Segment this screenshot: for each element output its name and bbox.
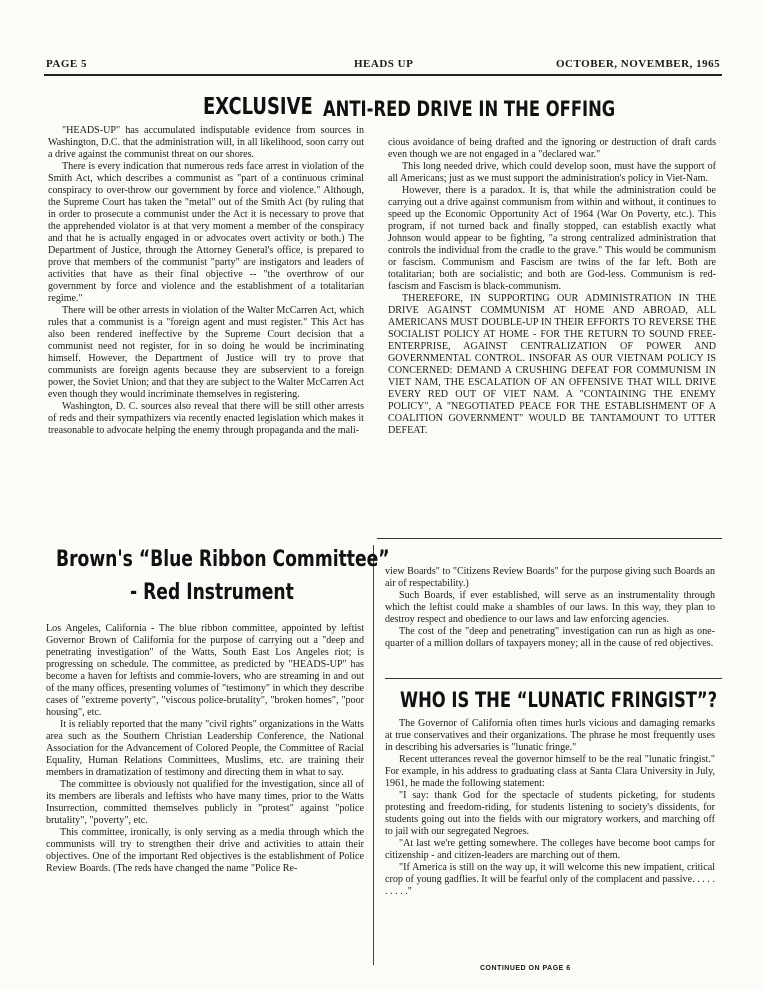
paragraph: Washington, D. C. sources also reveal that there will be still other arrests of reds and their sympathizers via recently enacted legislation which makes it treasonable to advocate helping the enemy through propaganda and the mali- bbox=[48, 401, 364, 437]
continued-notice: CONTINUED ON PAGE 6 bbox=[480, 965, 571, 972]
paragraph: "At last we're getting somewhere. The colleges have become boot camps for citizenship - and citizen-leaders are marching out of them. bbox=[385, 838, 715, 862]
column-divider bbox=[373, 545, 374, 965]
paragraph: This long needed drive, which could develop soon, must have the support of all Americans; just as we must support the administration's policy in Viet-Nam. bbox=[388, 161, 716, 185]
paragraph: There will be other arrests in violation of the Walter McCarren Act, which rules that a communist is a "foreign agent and must register." This Act has also been rendered ineffective by the Supreme Court decision that a communist need not register, for in so doing he would be incriminating himself. However, the Department of Justice will try to prove that communists are foreign agents because they are subservient to a foreign power, the Soviet Union; and that they are subject to the Walter McCarren Act even though they would incriminate themselves in registering. bbox=[48, 305, 364, 401]
paragraph: It is reliably reported that the many "civil rights" organizations in the Watts area such as the Southern Christian Leadership Conference, the National Association for the Advancement of Colored People, the Committee of Racial Equality, Human Relations Committees, Muslims, etc. are training their members in dramatization of testimony and directing them in what to say. bbox=[46, 719, 364, 779]
story3-column bbox=[385, 718, 715, 898]
story1-left-column bbox=[48, 125, 364, 437]
publication-name: HEADS UP bbox=[354, 58, 414, 70]
paragraph: This committee, ironically, is only serving as a media through which the communists will try to strengthen their drive and activities to attain their objectives. One of the important Red objectives is the establishment of Police Review Boards. (The reds have changed the name "Police Re- bbox=[46, 827, 364, 875]
paragraph: Recent utterances reveal the governor himself to be the real "lunatic fringist." For example, in his address to graduating class at Santa Clara University in July, 1961, he made the following statement: bbox=[385, 754, 715, 790]
section-divider bbox=[385, 678, 722, 679]
paragraph: cious avoidance of being drafted and the ignoring or destruction of draft cards even though we are not engaged in a "declared war." bbox=[388, 137, 716, 161]
story2-right-column bbox=[385, 566, 715, 650]
paragraph: view Boards" to "Citizens Review Boards" for the purpose giving such Boards an air of respectability.) bbox=[385, 566, 715, 590]
story1-headline-exclusive: EXCLUSIVE bbox=[203, 94, 313, 120]
paragraph: Such Boards, if ever established, will serve as an instrumentality through which the leftist could make a shambles of our laws. In this way, they plan to destroy respect and obedience to our laws and law enforcing agencies. bbox=[385, 590, 715, 626]
paragraph: Los Angeles, California - The blue ribbon committee, appointed by leftist Governor Brown of California for the purpose of carrying out a "deep and penetrating investigation" of the Watts, South East Los Angeles riot; is progressing on schedule. The committee, as predicted by "HEADS-UP" has become a haven for leftists and commie-lovers, who are streaming in and out of the many offices, presenting volumes of "testimony" in which they describe cases of "extreme poverty", "viscous police-brutality", "broken homes", "poor housing", etc. bbox=[46, 623, 364, 719]
page-number: PAGE 5 bbox=[46, 58, 87, 70]
paragraph: "I say: thank God for the spectacle of students picketing, for students protesting and freedom-riding, for students listening to society's dissidents, for students going out into the fields with our migratory workers, and marching off to jail with our segregated Negroes. bbox=[385, 790, 715, 838]
paragraph: The Governor of California often times hurls vicious and damaging remarks at true conservatives and their organizations. The phrase he most frequently uses in describing his adversaries is "lunatic fringe." bbox=[385, 718, 715, 754]
story2-left-column bbox=[46, 623, 364, 875]
story1-right-column bbox=[388, 137, 716, 437]
paragraph-caps: THEREFORE, IN SUPPORTING OUR ADMINISTRATION IN THE DRIVE AGAINST COMMUNISM AT HOME AND ABROAD, ALL AMERICANS MUST DOUBLE-UP IN THEIR EFFORTS TO REVERSE THE SOCIALIST POLICY AT HOME - FOR THE RETURN TO SOUND FREE-ENTERPRISE, AGAINST CENTRALIZATION OF POWER AND GOVERNMENTAL CONTROL. INSOFAR AS OUR VIETNAM POLICY IS CONCERNED: DEMAND A CRUSHING DEFEAT FOR COMMUNISM IN VIET NAM, THE ESCALATION OF AN OFFENSIVE THAT WILL DRIVE EVERY RED OUT OF VIET NAM. A "CONTAINING THE ENEMY POLICY", A "NEGOTIATED PEACE FOR THE ESTABLISHMENT OF A COALITION GOVERNMENT" WOULD BE TANTAMOUNT TO UTTER DEFEAT. bbox=[388, 293, 716, 437]
section-divider bbox=[377, 538, 722, 539]
paragraph: The committee is obviously not qualified for the investigation, since all of its members are liberals and leftists who have many times, prior to the Watts Insurrection, committed themselves publicly in "protest" against "police brutality", "poverty", etc. bbox=[46, 779, 364, 827]
story2-headline-line1: Brown's “Blue Ribbon Committee” bbox=[56, 547, 390, 572]
masthead-rule bbox=[44, 74, 722, 76]
paragraph: "If America is still on the way up, it will welcome this new impatient, critical crop of young gadflies. It will be fearful only of the complacent and passive. . . . . . . . . ." bbox=[385, 862, 715, 898]
paragraph: The cost of the "deep and penetrating" investigation can run as high as one-quarter of a million dollars of taxpayers money; all in the cause of red objectives. bbox=[385, 626, 715, 650]
story1-headline: ANTI-RED DRIVE IN THE OFFING bbox=[323, 97, 616, 121]
paragraph: There is every indication that numerous reds face arrest in violation of the Smith Act, which describes a communist as "part of a continuous criminal conspiracy to over-throw our government by force and violence." Although, the Supreme Court has taken the "metal" out of the Smith Act (by ruling that in order to prosecute a communist under the Act it is necessary to prove that the apprehended violator is at that very moment a member of the conspiracy and that he is actually engaged in or advocates overt activity or both.) The Department of Justice, through the Attorney General's office, is prepared to prove that members of the communist "party" are instigators and leaders of activities that have as their final objective -- "the overthrow of our government by force and violence and the establishment of a totalitarian regime." bbox=[48, 161, 364, 305]
paragraph: "HEADS-UP" has accumulated indisputable evidence from sources in Washington, D.C. that the administration will, in all likelihood, soon carry out a drive against the communist threat on our shores. bbox=[48, 125, 364, 161]
story2-headline-line2: - Red Instrument bbox=[130, 580, 294, 605]
paragraph: However, there is a paradox. It is, that while the administration could be carrying out a drive against communism from within and without, it continues to speed up the Economic Opportunity Act of 1964 (War On Poverty, etc.). This program, if not turned back and finally stopped, can establish exactly what Johnson would appear to be fighting, "a strong centralized administration that controls the individual from the cradle to the grave." This would be communism or fascism. Communism and Fascism are twins of the far left. Both are totalitarian; both are socialistic; and both are God-less. Communism is red-fascism and Fascism is black-communism. bbox=[388, 185, 716, 293]
story3-headline: WHO IS THE “LUNATIC FRINGIST”? bbox=[400, 688, 718, 712]
issue-date: OCTOBER, NOVEMBER, 1965 bbox=[556, 58, 721, 70]
